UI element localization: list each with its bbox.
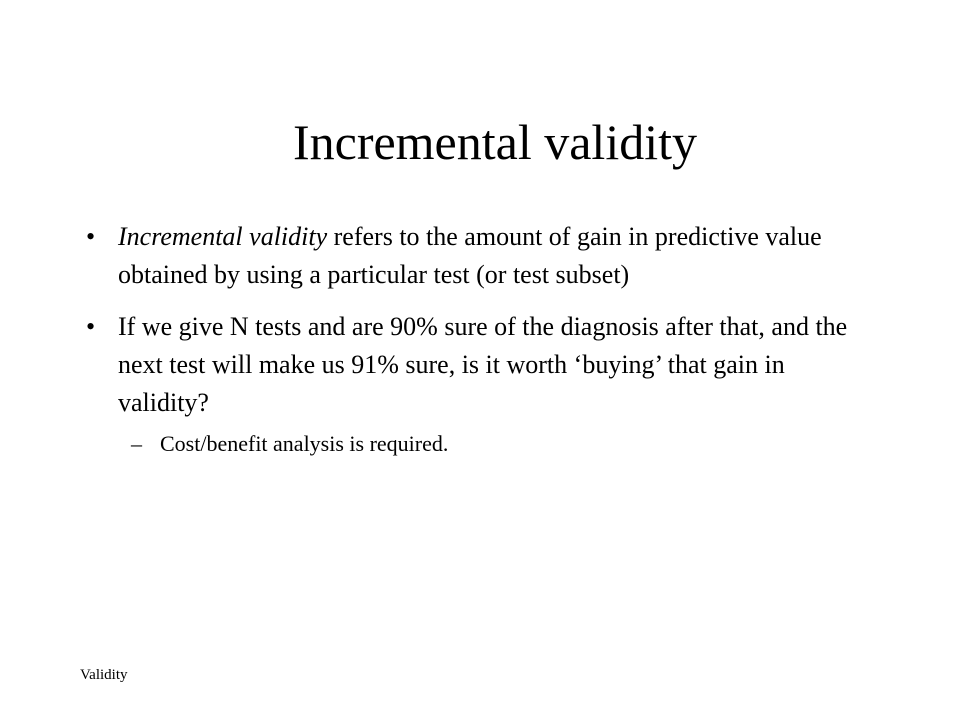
slide-title: Incremental validity [292,114,697,170]
slide-footer: Validity [80,667,128,683]
sub-bullet-marker: – [131,431,142,456]
bullet-text: If we give N tests and are 90% sure of the diagnosis after that, and the next test will make us 91% sure, is it worth ‘buying’ that gain in validity? [118,312,848,417]
sub-bullet-text: Cost/benefit analysis is required. [160,431,449,456]
bullet-item-definition [0,218,858,294]
defined-term: Incremental validity [118,222,328,251]
bullet-item-example [0,308,858,422]
bullet-list [0,218,960,458]
sub-bullet-item [0,430,860,458]
bullet-marker: • [86,222,96,251]
bullet-text: refers to the amount of gain in predictive value obtained by using a particular test (or test subset) [118,222,822,289]
bullet-marker: • [86,312,96,341]
